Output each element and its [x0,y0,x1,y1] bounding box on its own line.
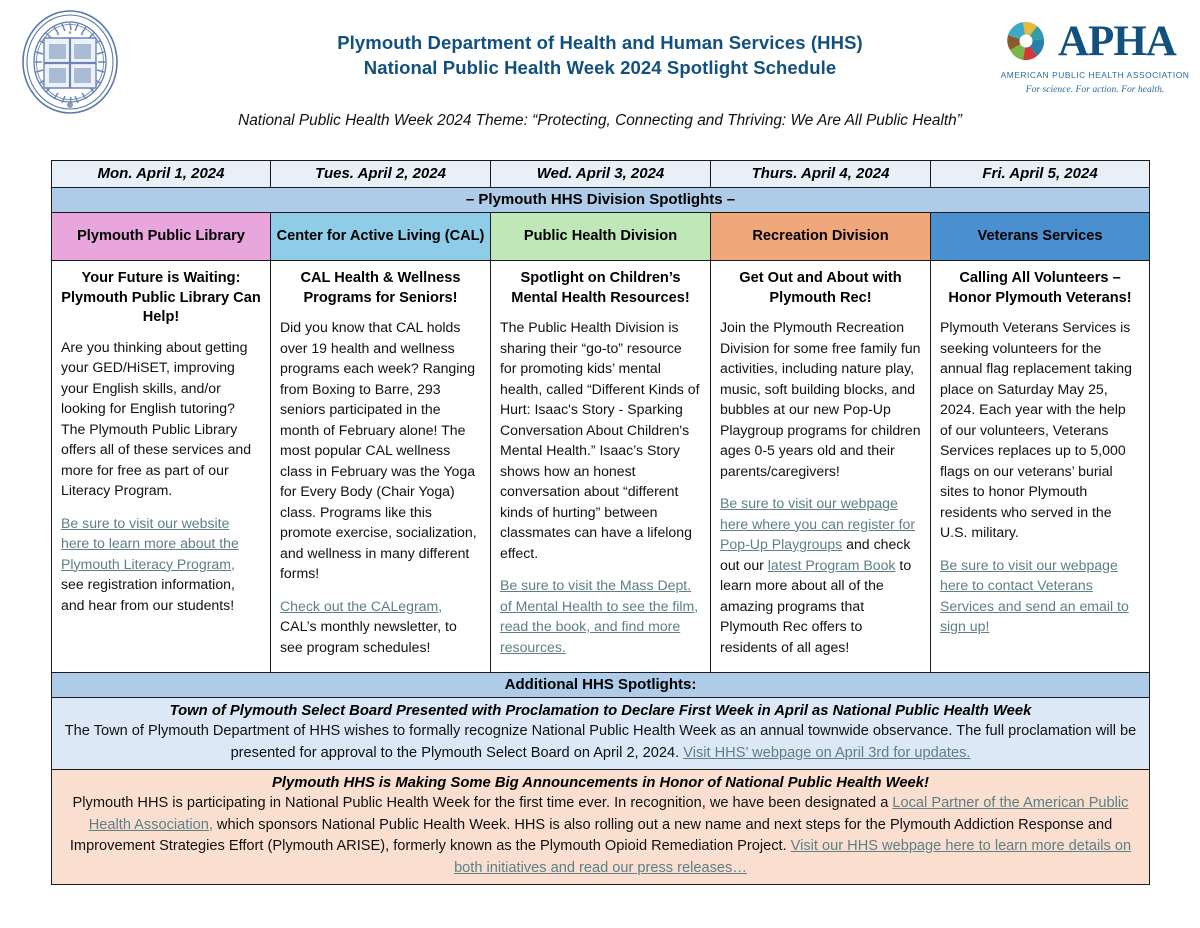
division-header-public-health: Public Health Division [491,213,711,261]
text-run: see registration information, and hear from our students! [61,576,235,613]
text-run: Did you know that CAL holds over 19 health and wellness programs each week? Ranging from Boxing to Barre, 293 seniors participated in the month of February alone! The most popular CAL wellness class in February was the Yoga for Every Body (Chair Yoga) class. Programs like this promote exercise, socialization, and wellness in many different forms! [280,319,477,581]
spotlight-content-row [52,261,1150,673]
day-header-thu: Thurs. April 4, 2024 [711,161,931,188]
spotlight-title: Spotlight on Children’s Mental Health Resources! [511,270,690,306]
spotlight-cell-cal [271,261,491,673]
spotlight-paragraph [61,337,261,501]
day-header-mon: Mon. April 1, 2024 [52,161,271,188]
spotlight-paragraph [280,596,481,658]
spotlight-paragraph [720,493,921,657]
spotlight-paragraph [940,555,1140,637]
note-body [60,793,1141,879]
text-run: CAL’s monthly newsletter, to see program schedules! [280,618,457,655]
text-run: Plymouth HHS is participating in National Public Health Week for the first time ever. In recognition, we have been designated a [72,795,893,811]
division-header-library: Plymouth Public Library [52,213,271,261]
note-cell-proclamation [52,698,1150,770]
apha-pinwheel-icon [998,18,1054,66]
title-line-1: Plymouth Department of Health and Human Services (HHS) [337,32,863,53]
spotlight-paragraph [61,513,261,616]
day-header-tue: Tues. April 2, 2024 [271,161,491,188]
spotlight-link[interactable]: latest Program Book [767,556,896,573]
spotlight-body [61,337,261,616]
title-line-2: National Public Health Week 2024 Spotlight Schedule [363,57,837,78]
apha-wordmark: APHA [1058,18,1176,65]
division-header-row [52,213,1150,261]
spotlight-paragraph [500,575,701,657]
document-header [0,0,1200,152]
note-link[interactable]: Visit our HHS webpage here to learn more details on both initiatives and read our press releases… [454,838,1132,876]
spotlight-body [500,317,701,657]
schedule-table-container [51,160,1149,885]
spotlight-link[interactable]: Be sure to visit our webpage here to contact Veterans Services and send an email to sign up! [940,556,1129,634]
spotlight-link[interactable]: Check out the CALegram, [280,597,443,614]
spotlight-title: Your Future is Waiting: Plymouth Public Library Can Help! [61,270,261,325]
note-link[interactable]: Visit HHS’ webpage on April 3rd for updates. [683,744,971,761]
spotlight-paragraph [500,317,701,563]
text-run: Join the Plymouth Recreation Division for some free family fun activities, including nature play, music, soft building blocks, and bubbles at our new Pop-Up Playgroup programs for children ages 0-5 years old and their parents/caregivers! [720,319,921,479]
day-header-row [52,161,1150,188]
spotlight-title: CAL Health & Wellness Programs for Seniors! [300,270,461,306]
spotlight-schedule-table [51,160,1150,885]
division-header-cal: Center for Active Living (CAL) [271,213,491,261]
note-row-announcements [52,770,1150,885]
spotlight-link[interactable]: Be sure to visit the Mass Dept. of Mental Health to see the film, read the book, and find more resources. [500,577,699,655]
text-run: and check out our [720,536,911,573]
note-body [60,721,1141,764]
additional-banner-row [52,673,1150,698]
spotlight-cell-veterans [931,261,1150,673]
text-run: Are you thinking about getting your GED/HiSET, improving your English skills, and/or looking for English tutoring? The Plymouth Public Library offers all of these services and more for free as part of our Literacy Program. [61,338,252,498]
spotlight-cell-library [52,261,271,673]
spotlight-title: Get Out and About with Plymouth Rec! [739,270,902,306]
division-header-recreation: Recreation Division [711,213,931,261]
spotlight-banner-row [52,188,1150,213]
day-header-fri: Fri. April 5, 2024 [931,161,1150,188]
note-row-proclamation [52,698,1150,770]
spotlight-cell-public-health [491,261,711,673]
spotlight-link[interactable]: Be sure to visit our webpage here where you can register for Pop-Up Playgroups [720,495,916,552]
spotlight-body [720,317,921,657]
spotlight-title: Calling All Volunteers – Honor Plymouth Veterans! [948,270,1132,306]
text-run: which sponsors National Public Health Week. HHS is also rolling out a new name and next steps for the Plymouth Addiction Response and Improvement Strategies Effort (Plymouth ARISE), formerly known as the Plymouth Opioid Remediation Project. [69,816,1113,854]
text-run: The Public Health Division is sharing their “go-to” resource for promoting kids’ mental health, called “Different Kinds of Hurt: Isaac's Story - Sparking Conversation About Children's Mental Health.” Isaac’s Story shows how an honest conversation about “different kinds of hurting” between classmates can have a lifelong effect. [500,319,700,561]
apha-tagline: For science. For action. For health. [1025,84,1165,95]
note-cell-announcements [52,770,1150,885]
spotlight-paragraph [720,317,921,481]
apha-subtitle: AMERICAN PUBLIC HEALTH ASSOCIATION [1000,70,1190,80]
note-link[interactable]: Local Partner of the American Public Health Association, [88,795,1129,833]
text-run: Plymouth Veterans Services is seeking volunteers for the annual flag replacement taking place on Saturday May 25, 2024. Each year with the help of our volunteers, Veterans Services replaces up to 5,000 flags on our veterans’ burial sites to honor Plymouth residents who served in the U.S. military. [940,319,1132,540]
note-heading: Plymouth HHS is Making Some Big Announcements in Honor of National Public Health Week! [272,775,929,791]
spotlight-link[interactable]: Be sure to visit our website here to learn more about the Plymouth Literacy Program, [61,514,239,572]
text-run: The Town of Plymouth Department of HHS wishes to formally recognize National Public Health Week as an annual townwide observance. The full proclamation will be presented for approval to the Plymouth Select Board on April 2, 2024. [64,723,1137,761]
spotlight-body [280,317,481,657]
spotlight-body [940,317,1140,637]
text-run: to learn more about all of the amazing programs that Plymouth Rec offers to residents of all ages! [720,556,912,655]
division-spotlights-banner: – Plymouth HHS Division Spotlights – [52,188,1150,213]
division-header-veterans: Veterans Services [931,213,1150,261]
theme-subtitle: National Public Health Week 2024 Theme: “Protecting, Connecting and Thriving: We Are All Public Health” [238,112,962,129]
spotlight-paragraph [280,317,481,584]
spotlight-paragraph [940,317,1140,543]
additional-spotlights-banner: Additional HHS Spotlights: [52,673,1150,698]
note-heading: Town of Plymouth Select Board Presented with Proclamation to Declare First Week in April as National Public Health Week [169,703,1032,719]
apha-logo [996,18,1192,104]
day-header-wed: Wed. April 3, 2024 [491,161,711,188]
spotlight-cell-recreation [711,261,931,673]
